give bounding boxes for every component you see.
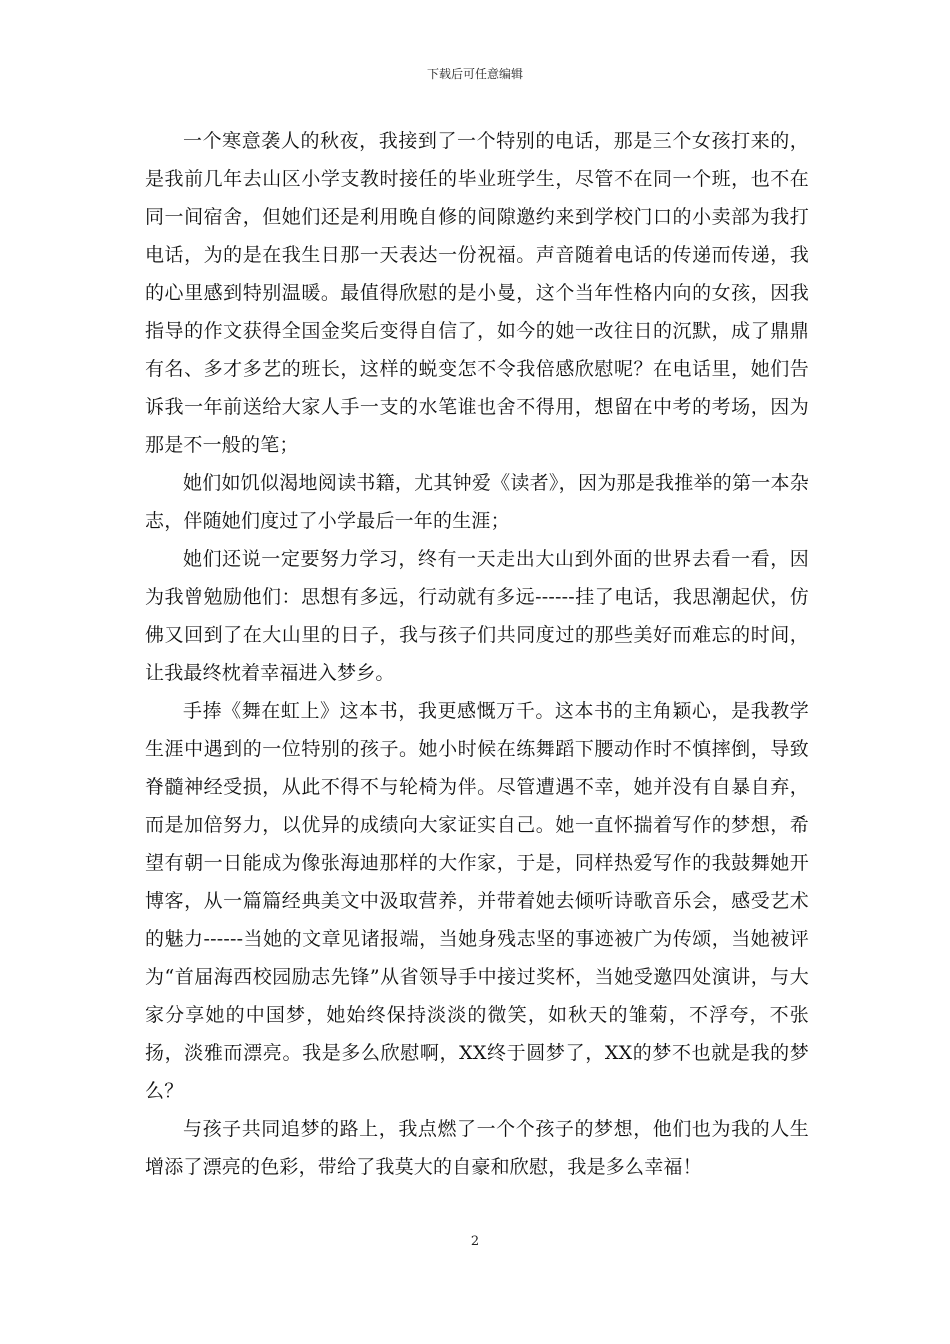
paragraph: 一个寒意袭人的秋夜，我接到了一个特别的电话，那是三个女孩打来的，是我前几年去山区小学支教时接任的毕业班学生，尽管不在同一个班，也不在同一间宿舍，但她们还是利用晚自修的间隙邀约来到学校门口的小卖部为我打电话，为的是在我生日那一天表达一份祝福。声音随着电话的传递而传递，我的心里感到特别温暖。最值得欣慰的是小曼，这个当年性格内向的女孩，因我指导的作文获得全国金奖后变得自信了，如今的她一改往日的沉默，成了鼎鼎有名、多才多艺的班长，这样的蜕变怎不令我倍感欣慰呢？在电话里，她们告诉我一年前送给大家人手一支的水笔谁也舍不得用，想留在中考的考场，因为那是不一般的笔； (145, 130, 809, 456)
paragraph: 她们还说一定要努力学习，终有一天走出大山到外面的世界去看一看，因为我曾勉励他们：思想有多远，行动就有多远------挂了电话，我思潮起伏，仿佛又回到了在大山里的日子，我与孩子们共同度过的那些美好而难忘的时间，让我最终枕着幸福进入梦乡。 (145, 548, 809, 684)
paragraph: 与孩子共同追梦的路上，我点燃了一个个孩子的梦想，他们也为我的人生增添了漂亮的色彩，带给了我莫大的自豪和欣慰，我是多么幸福！ (145, 1118, 809, 1178)
paragraph: 手捧《舞在虹上》这本书，我更感慨万千。这本书的主角颖心，是我教学生涯中遇到的一位特别的孩子。她小时候在练舞蹈下腰动作时不慎摔倒，导致脊髓神经受损，从此不得不与轮椅为伴。尽管遭遇不幸，她并没有自暴自弃，而是加倍努力，以优异的成绩向大家证实自己。她一直怀揣着写作的梦想，希望有朝一日能成为像张海迪那样的大作家，于是，同样热爱写作的我鼓舞她开博客，从一篇篇经典美文中汲取营养，并带着她去倾听诗歌音乐会，感受艺术的魅力------当她的文章见诸报端，当她身残志坚的事迹被广为传颂，当她被评为“首届海西校园励志先锋”从省领导手中接过奖杯，当她受邀四处演讲，与大家分享她的中国梦，她始终保持淡淡的微笑，如秋天的雏菊，不浮夸，不张扬，淡雅而漂亮。我是多么欣慰啊，XX终于圆梦了，XX的梦不也就是我的梦么？ (145, 700, 809, 1102)
paragraph: 她们如饥似渴地阅读书籍，尤其钟爱《读者》，因为那是我推举的第一本杂志，伴随她们度过了小学最后一年的生涯； (145, 472, 809, 532)
document-body (145, 122, 809, 1186)
page-header: 下载后可任意编辑 (426, 67, 523, 81)
page-number: 2 (470, 1234, 480, 1249)
